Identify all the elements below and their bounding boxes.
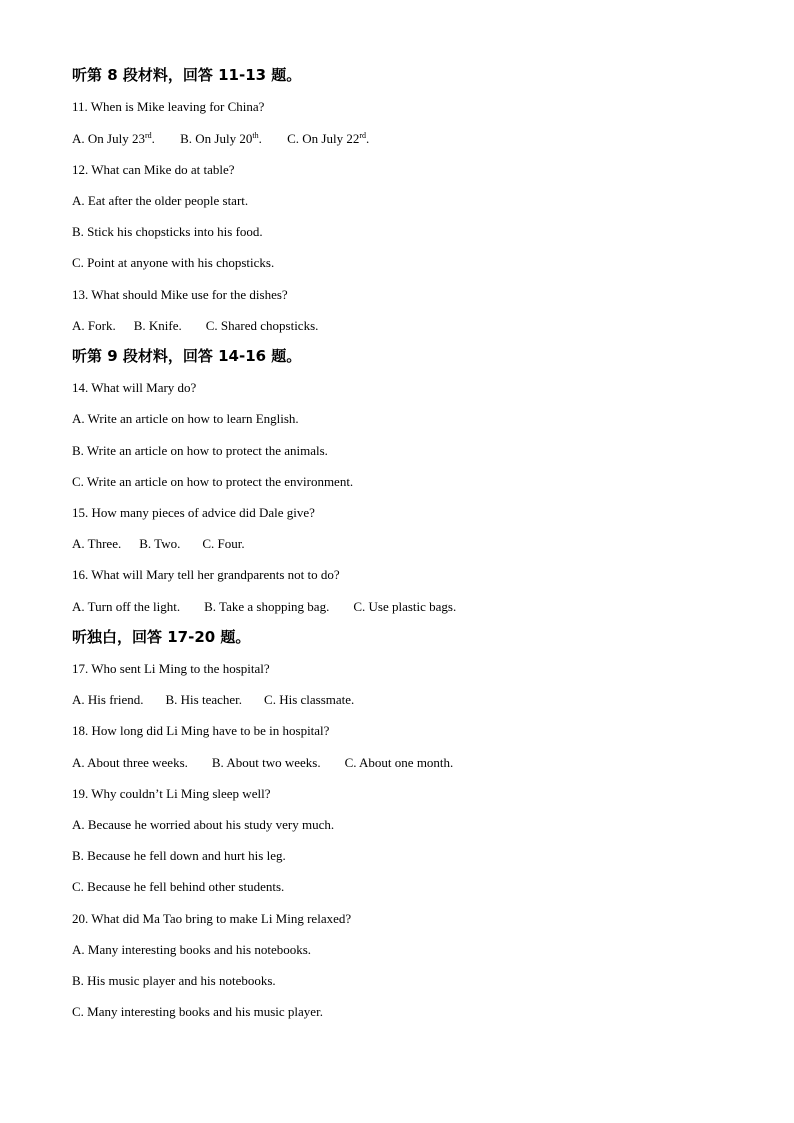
- q18-option-a: A. About three weeks.: [72, 755, 188, 770]
- q12-option-c: C. Point at anyone with his chopsticks.: [72, 255, 275, 270]
- question-16-options: [72, 599, 456, 615]
- q14-option-c: C. Write an article on how to protect the environment.: [72, 474, 354, 489]
- q18-option-c: C. About one month.: [344, 755, 454, 770]
- q11-option-c: [287, 131, 369, 147]
- q15-option-c: C. Four.: [202, 536, 245, 551]
- question-13: 13. What should Mike use for the dishes?: [72, 287, 288, 302]
- question-11-options: [72, 131, 369, 147]
- question-15-options: [72, 536, 245, 552]
- q15-option-a: A. Three.: [72, 536, 122, 551]
- question-19: 19. Why couldn’t Li Ming sleep well?: [72, 786, 271, 801]
- q17-option-b: B. His teacher.: [165, 692, 243, 707]
- q11-a-suffix: .: [151, 131, 155, 146]
- q11-c-suffix: .: [366, 131, 370, 146]
- question-12: 12. What can Mike do at table?: [72, 162, 235, 177]
- question-11: 11. When is Mike leaving for China?: [72, 99, 265, 114]
- q13-option-c: C. Shared chopsticks.: [205, 318, 319, 333]
- question-14: 14. What will Mary do?: [72, 380, 197, 395]
- section-monologue-heading: 听独白，回答 17-20 题。: [72, 628, 251, 646]
- q11-c-sup: rd: [359, 131, 366, 140]
- question-17-options: [72, 692, 354, 708]
- section-8-heading: 听第 8 段材料，回答 11-13 题。: [72, 66, 302, 84]
- q15-option-b: B. Two.: [139, 536, 181, 551]
- q14-option-b: B. Write an article on how to protect the animals.: [72, 443, 328, 458]
- question-18: 18. How long did Li Ming have to be in hospital?: [72, 723, 330, 738]
- q12-option-b: B. Stick his chopsticks into his food.: [72, 224, 263, 239]
- q13-option-a: A. Fork.: [72, 318, 116, 333]
- q17-option-a: A. His friend.: [72, 692, 144, 707]
- question-20: 20. What did Ma Tao bring to make Li Ming relaxed?: [72, 911, 352, 926]
- q11-c-text: C. On July 22: [287, 131, 360, 146]
- q13-option-b: B. Knife.: [133, 318, 182, 333]
- q20-option-c: C. Many interesting books and his music player.: [72, 1004, 323, 1019]
- q11-b-sup: th: [252, 131, 259, 140]
- q11-option-a: [72, 131, 155, 147]
- q14-option-a: A. Write an article on how to learn English.: [72, 411, 299, 426]
- question-16: 16. What will Mary tell her grandparents not to do?: [72, 567, 340, 582]
- q16-option-a: A. Turn off the light.: [72, 599, 181, 614]
- q11-option-b: [180, 131, 262, 147]
- q19-option-a: A. Because he worried about his study very much.: [72, 817, 335, 832]
- question-13-options: [72, 318, 318, 334]
- q11-b-text: B. On July 20: [180, 131, 253, 146]
- question-15: 15. How many pieces of advice did Dale give?: [72, 505, 315, 520]
- q12-option-a: A. Eat after the older people start.: [72, 193, 249, 208]
- q16-option-c: C. Use plastic bags.: [353, 599, 457, 614]
- q18-option-b: B. About two weeks.: [211, 755, 321, 770]
- q11-b-suffix: .: [258, 131, 262, 146]
- q16-option-b: B. Take a shopping bag.: [204, 599, 330, 614]
- q20-option-b: B. His music player and his notebooks.: [72, 973, 276, 988]
- section-9-heading: 听第 9 段材料，回答 14-16 题。: [72, 347, 302, 365]
- question-17: 17. Who sent Li Ming to the hospital?: [72, 661, 270, 676]
- question-18-options: [72, 755, 453, 771]
- q19-option-b: B. Because he fell down and hurt his leg.: [72, 848, 286, 863]
- q20-option-a: A. Many interesting books and his notebooks.: [72, 942, 312, 957]
- q11-a-sup: rd: [144, 131, 152, 140]
- q17-option-c: C. His classmate.: [264, 692, 355, 707]
- q11-a-text: A. On July 23: [72, 131, 145, 146]
- q19-option-c: C. Because he fell behind other students.: [72, 879, 285, 894]
